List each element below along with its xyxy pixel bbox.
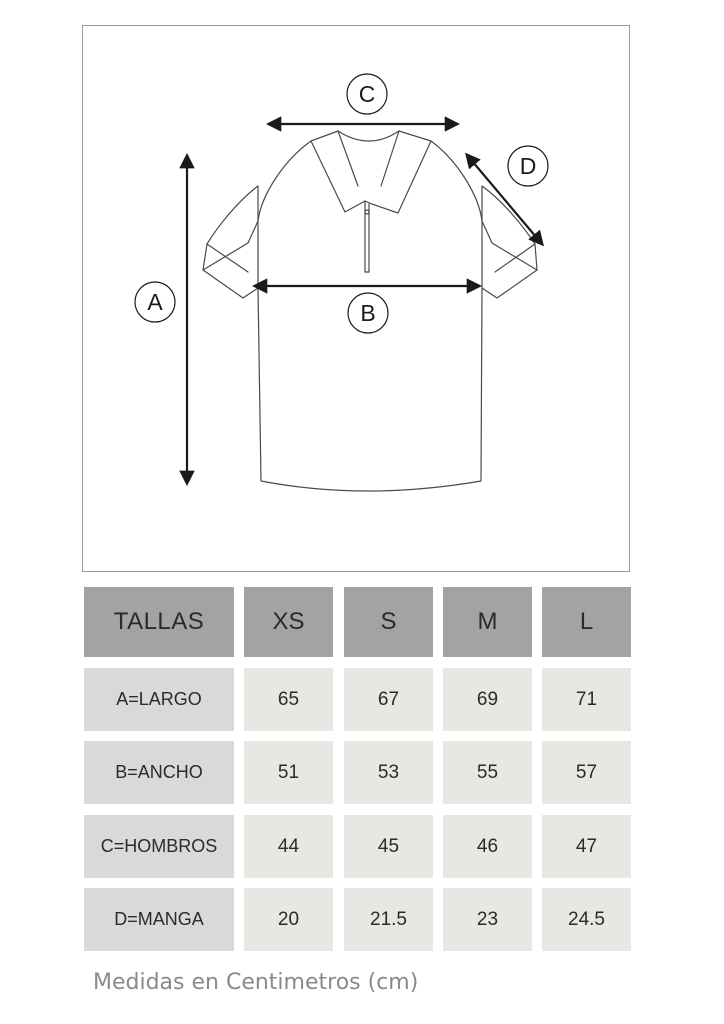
table-cell: 65 <box>244 668 333 731</box>
header-size-xs: XS <box>244 587 333 657</box>
row-label-largo: A=LARGO <box>84 668 234 731</box>
table-cell: 47 <box>542 815 631 878</box>
table-cell: 67 <box>344 668 433 731</box>
table-cell: 44 <box>244 815 333 878</box>
label-d: D <box>519 153 537 179</box>
row-label-hombros: C=HOMBROS <box>84 815 234 878</box>
table-cell: 69 <box>443 668 532 731</box>
row-label-ancho: B=ANCHO <box>84 741 234 804</box>
header-size-m: M <box>443 587 532 657</box>
header-size-l: L <box>542 587 631 657</box>
table-cell: 57 <box>542 741 631 804</box>
table-cell: 55 <box>443 741 532 804</box>
header-size-s: S <box>344 587 433 657</box>
measurement-diagram <box>82 25 630 572</box>
units-footnote: Medidas en Centimetros (cm) <box>93 970 419 995</box>
table-cell: 46 <box>443 815 532 878</box>
table-cell: 20 <box>244 888 333 951</box>
table-cell: 53 <box>344 741 433 804</box>
label-a: A <box>147 289 163 315</box>
table-cell: 21.5 <box>344 888 433 951</box>
table-cell: 45 <box>344 815 433 878</box>
row-label-manga: D=MANGA <box>84 888 234 951</box>
table-cell: 51 <box>244 741 333 804</box>
label-b: B <box>360 300 376 326</box>
header-tallas: TALLAS <box>84 587 234 657</box>
label-c: C <box>358 81 376 107</box>
table-cell: 24.5 <box>542 888 631 951</box>
polo-shirt-diagram <box>83 26 631 573</box>
table-cell: 23 <box>443 888 532 951</box>
table-cell: 71 <box>542 668 631 731</box>
